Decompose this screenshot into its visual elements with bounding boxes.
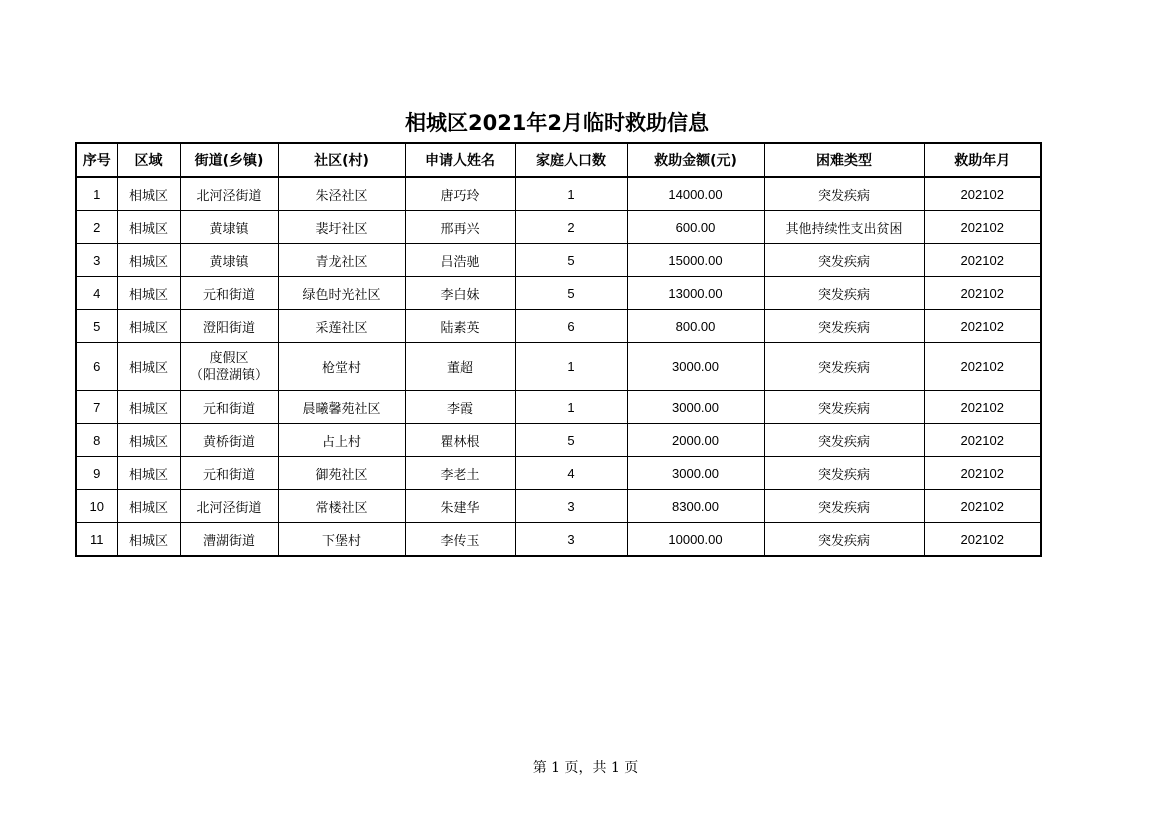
cell-area: 相城区 [117, 343, 180, 391]
cell-family-size: 5 [515, 424, 627, 457]
cell-no: 8 [76, 424, 117, 457]
cell-family-size: 6 [515, 310, 627, 343]
cell-amount: 14000.00 [627, 177, 764, 211]
cell-no: 7 [76, 391, 117, 424]
cell-street: 元和街道 [180, 391, 278, 424]
cell-area: 相城区 [117, 177, 180, 211]
cell-area: 相城区 [117, 310, 180, 343]
cell-applicant: 李霞 [405, 391, 515, 424]
cell-month: 202102 [924, 424, 1041, 457]
cell-family-size: 4 [515, 457, 627, 490]
header-row [76, 143, 1041, 177]
cell-month: 202102 [924, 523, 1041, 557]
cell-area: 相城区 [117, 424, 180, 457]
cell-amount: 13000.00 [627, 277, 764, 310]
cell-street: 黄桥街道 [180, 424, 278, 457]
cell-street: 黄埭镇 [180, 244, 278, 277]
cell-family-size: 5 [515, 277, 627, 310]
cell-no: 9 [76, 457, 117, 490]
cell-area: 相城区 [117, 211, 180, 244]
cell-month: 202102 [924, 457, 1041, 490]
cell-hardship-type: 突发疾病 [764, 244, 924, 277]
header-month: 救助年月 [924, 143, 1041, 177]
cell-hardship-type: 突发疾病 [764, 490, 924, 523]
table-row [76, 391, 1041, 424]
cell-street: 元和街道 [180, 457, 278, 490]
cell-amount: 3000.00 [627, 343, 764, 391]
cell-area: 相城区 [117, 523, 180, 557]
cell-amount: 10000.00 [627, 523, 764, 557]
cell-area: 相城区 [117, 457, 180, 490]
cell-applicant: 李老土 [405, 457, 515, 490]
cell-community: 青龙社区 [278, 244, 405, 277]
cell-amount: 600.00 [627, 211, 764, 244]
cell-amount: 3000.00 [627, 391, 764, 424]
cell-family-size: 1 [515, 343, 627, 391]
header-amount: 救助金额(元) [627, 143, 764, 177]
header-street: 街道(乡镇) [180, 143, 278, 177]
cell-applicant: 李白妹 [405, 277, 515, 310]
cell-hardship-type: 突发疾病 [764, 391, 924, 424]
cell-street: 北河泾街道 [180, 490, 278, 523]
header-hardship-type: 困难类型 [764, 143, 924, 177]
cell-community: 晨曦馨苑社区 [278, 391, 405, 424]
cell-applicant: 朱建华 [405, 490, 515, 523]
cell-street: 元和街道 [180, 277, 278, 310]
cell-street: 黄埭镇 [180, 211, 278, 244]
cell-amount: 15000.00 [627, 244, 764, 277]
cell-family-size: 2 [515, 211, 627, 244]
table-row [76, 424, 1041, 457]
cell-hardship-type: 突发疾病 [764, 523, 924, 557]
cell-applicant: 邢再兴 [405, 211, 515, 244]
cell-area: 相城区 [117, 277, 180, 310]
street-sub: （阳澄湖镇） [189, 367, 268, 383]
table-row [76, 457, 1041, 490]
table-row [76, 211, 1041, 244]
header-area: 区域 [117, 143, 180, 177]
cell-applicant: 唐巧玲 [405, 177, 515, 211]
cell-family-size: 3 [515, 523, 627, 557]
header-community: 社区(村) [278, 143, 405, 177]
cell-hardship-type: 其他持续性支出贫困 [764, 211, 924, 244]
cell-applicant: 吕浩驰 [405, 244, 515, 277]
header-no: 序号 [76, 143, 117, 177]
cell-hardship-type: 突发疾病 [764, 424, 924, 457]
cell-hardship-type: 突发疾病 [764, 310, 924, 343]
cell-no: 5 [76, 310, 117, 343]
table-row [76, 244, 1041, 277]
cell-community: 占上村 [278, 424, 405, 457]
cell-month: 202102 [924, 490, 1041, 523]
cell-applicant: 董超 [405, 343, 515, 391]
cell-community: 绿色时光社区 [278, 277, 405, 310]
cell-amount: 3000.00 [627, 457, 764, 490]
table-row [76, 343, 1041, 391]
header-applicant: 申请人姓名 [405, 143, 515, 177]
cell-month: 202102 [924, 391, 1041, 424]
cell-hardship-type: 突发疾病 [764, 177, 924, 211]
cell-community: 枪堂村 [278, 343, 405, 391]
cell-month: 202102 [924, 343, 1041, 391]
cell-month: 202102 [924, 310, 1041, 343]
cell-street: 漕湖街道 [180, 523, 278, 557]
cell-no: 4 [76, 277, 117, 310]
cell-community: 裴圩社区 [278, 211, 405, 244]
header-family-size: 家庭人口数 [515, 143, 627, 177]
cell-street [180, 343, 278, 391]
page-title: 相城区2021年2月临时救助信息 [404, 111, 710, 135]
street-main: 度假区 [209, 350, 249, 366]
cell-no: 10 [76, 490, 117, 523]
cell-amount: 2000.00 [627, 424, 764, 457]
page-footer: 第 1 页，共 1 页 [532, 760, 639, 776]
table-row [76, 277, 1041, 310]
cell-community: 朱泾社区 [278, 177, 405, 211]
relief-table [75, 142, 1042, 557]
cell-month: 202102 [924, 277, 1041, 310]
table-row [76, 523, 1041, 557]
cell-no: 1 [76, 177, 117, 211]
cell-amount: 800.00 [627, 310, 764, 343]
cell-street: 澄阳街道 [180, 310, 278, 343]
cell-no: 6 [76, 343, 117, 391]
cell-area: 相城区 [117, 391, 180, 424]
cell-applicant: 瞿林根 [405, 424, 515, 457]
cell-month: 202102 [924, 211, 1041, 244]
cell-applicant: 陆素英 [405, 310, 515, 343]
cell-hardship-type: 突发疾病 [764, 343, 924, 391]
table-row [76, 490, 1041, 523]
table-row [76, 310, 1041, 343]
cell-hardship-type: 突发疾病 [764, 457, 924, 490]
cell-amount: 8300.00 [627, 490, 764, 523]
cell-community: 下堡村 [278, 523, 405, 557]
cell-applicant: 李传玉 [405, 523, 515, 557]
cell-community: 常楼社区 [278, 490, 405, 523]
cell-community: 御苑社区 [278, 457, 405, 490]
cell-family-size: 1 [515, 177, 627, 211]
table-row [76, 177, 1041, 211]
cell-area: 相城区 [117, 490, 180, 523]
cell-family-size: 1 [515, 391, 627, 424]
cell-family-size: 5 [515, 244, 627, 277]
cell-no: 11 [76, 523, 117, 557]
cell-hardship-type: 突发疾病 [764, 277, 924, 310]
cell-street: 北河泾街道 [180, 177, 278, 211]
cell-area: 相城区 [117, 244, 180, 277]
cell-community: 采莲社区 [278, 310, 405, 343]
cell-no: 3 [76, 244, 117, 277]
table-body [76, 177, 1041, 556]
cell-no: 2 [76, 211, 117, 244]
cell-month: 202102 [924, 177, 1041, 211]
table-header [76, 143, 1041, 177]
cell-month: 202102 [924, 244, 1041, 277]
cell-family-size: 3 [515, 490, 627, 523]
